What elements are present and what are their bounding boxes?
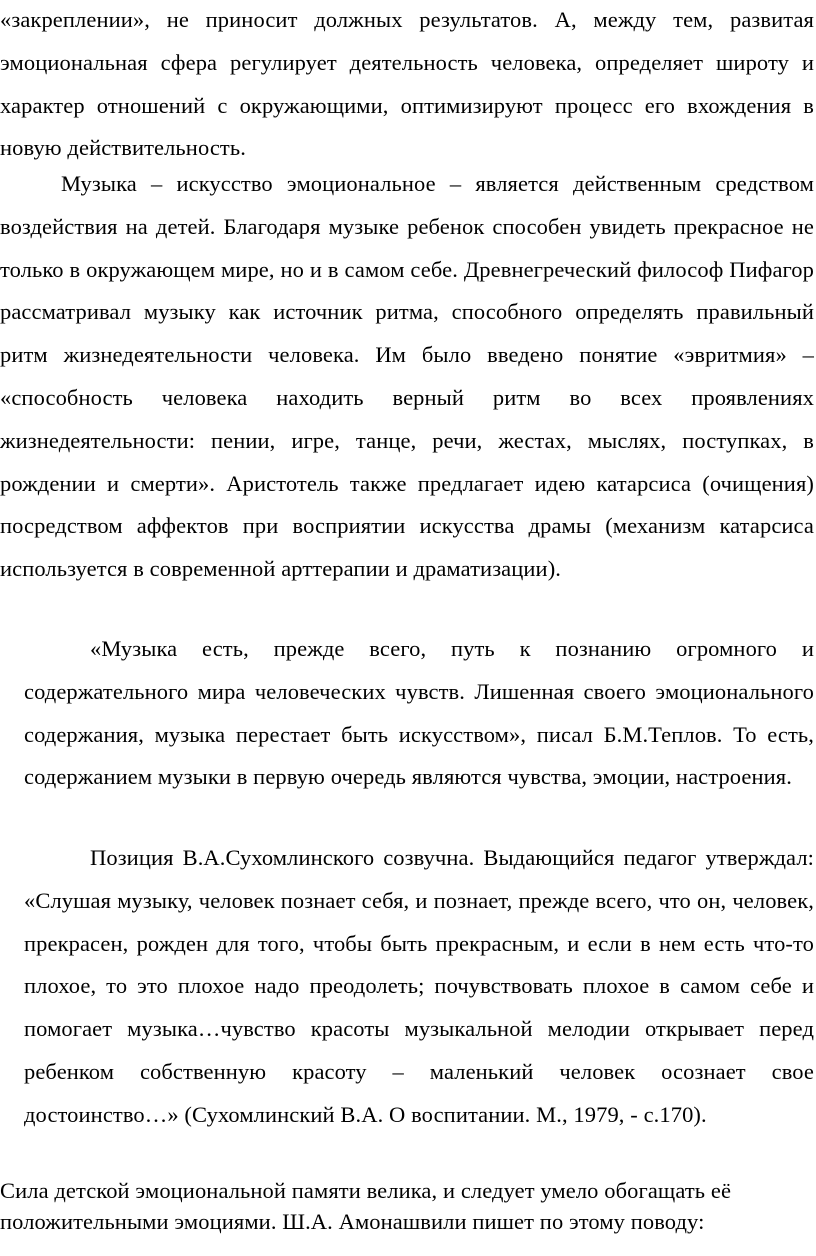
quote-teplov: «Музыка есть, прежде всего, путь к познанию огромного и содержательного мира человеческих чувств. Лишенная своего эмоционального содержания, музыка перестает быть искусством», писал Б.М.Теплов. То есть, содержанием музыки в первую очередь являются чувства, эмоции, настроения. [24,636,814,790]
paragraph-music-emotional-art: Музыка – искусство эмоциональное – является действенным средством воздействия на детей. Благодаря музыке ребенок способен увидеть прекрасное не только в окружающем мире, но и в самом себе. Древнегреческий философ Пифагор рассматривал музыку как источник ритма, способного определять правильный ритм жизнедеятельности человека. Им было введено понятие «эвритмия» – «способность человека находить верный ритм во всех проявлениях жизнедеятельности: пении, игре, танце, речи, жестах, мыслях, поступках, в рождении и смерти». Аристотель также предлагает идею катарсиса (очищения) посредством аффектов при восприятии искусства драмы (механизм катарсиса используется в современной арттерапии и драматизации). [0,171,814,582]
quote-sukhomlinsky: Позиция В.А.Сухомлинского созвучна. Выдающийся педагог утверждал: «Слушая музыку, человек познает себя, и познает, прежде всего, что он, человек, прекрасен, рожден для того, чтобы быть прекрасным, и если в нем есть что-то плохое, то это плохое надо преодолеть; почувствовать плохое в самом себе и помогает музыка…чувство красоты музыкальной мелодии открывает перед ребенком собственную красоту – маленький человек осознает свое достоинство…» (Сухомлинский В.А. О воспитании. М., 1979, - с.170). [24,845,814,1127]
paragraph-emotional-sphere: «закреплении», не приносит должных результатов. А, между тем, развитая эмоциональная сфера регулирует деятельность человека, определяет широту и характер отношений с окружающими, оптимизируют процесс его вхождения в новую действительность. [0,7,814,161]
paragraph-emotional-memory: Сила детской эмоциональной памяти велика, и следует умело обогащать её положительными эмоциями. Ш.А. Амонашвили пишет по этому поводу: [0,1178,732,1234]
